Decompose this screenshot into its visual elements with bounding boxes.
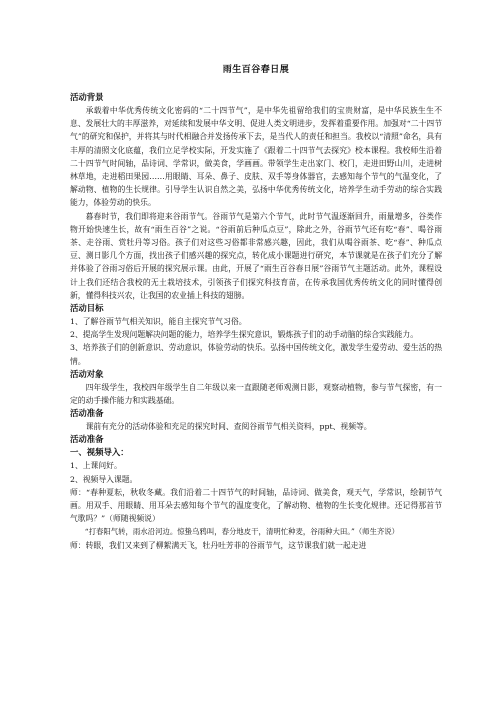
document-title: 雨生百谷春日展	[222, 65, 290, 75]
goal-item-3: 3、培养孩子们的创新意识、劳动意识，体验劳动的快乐。弘扬中国传统文化，激发学生爱劳动、爱生活的热情。	[70, 343, 442, 366]
section-heading-goals: 活动目标	[70, 303, 104, 314]
section-heading-video: 一、视频导入：	[70, 447, 129, 458]
section-heading-background: 活动背景	[70, 92, 104, 102]
step-item-2: 2、视频导入课题。	[70, 474, 138, 484]
goal-item-2: 2、提高学生发现问题解决问题的能力，培养学生探究意识，锻炼孩子们的动手动脑的综合实践能力。	[70, 330, 419, 340]
target-paragraph: 四年级学生，我校四年级学生自二年级以来一直跟随老师观测日影，观察动植物，参与节气探密，有一定的动手操作能力和实践基础。	[70, 382, 442, 406]
goal-item-1: 1、了解谷雨节气相关知识，能自主探究节气习俗。	[70, 317, 247, 327]
teacher-line-1: 师：“春种夏耘，秋收冬藏。我们沿着二十四节气的时间轴，品诗词、做美食，观天气，学常识，绘制节气画。用双手、用眼睛、用耳朵去感知每个节气的温度变化，了解动物、植物的生长变化规律。还记得那首节气歌吗？”（师随视频说）	[70, 487, 442, 524]
section-heading-target: 活动对象	[70, 368, 104, 379]
step-item-1: 1、上课问好。	[70, 461, 122, 471]
background-paragraph-2: 暮春时节，我们即将迎来谷雨节气。谷雨节气是第六个节气，此时节气温逐渐回升，雨量增多，谷类作物开始快速生长，故有“雨生百谷”之说。“谷雨前后种瓜点豆”，除此之外，谷雨节气还有吃“春”、喝谷雨茶、走谷雨、赏牡丹等习俗。孩子们对这些习俗都非常感兴趣，因此，我们从喝谷雨茶、吃“春”、种瓜点豆、测日影几个方面，找出孩子们感兴趣的探究点，转化成小课题进行研究，本节课就是在孩子们充分了解并体验了谷雨习俗后开展的探究展示课。由此，开展了“雨生百谷春日展”谷雨节气主题活动。此外，课程设计上我们还结合我校的无土栽培技术，引领孩子们探究科技育苗，在传承我国优秀传统文化的同时懂得创新，懂得科技兴农，让我国的农业插上科技的翅膀。	[70, 211, 442, 300]
section-heading-prep: 活动准备	[70, 408, 104, 419]
poem-line: “打春阳气转，雨水沿河边。惊蛰乌鸦叫，春分地皮干，清明忙种麦，谷雨种大田。”（师生齐说）	[84, 527, 400, 537]
section-heading-prep-2: 活动准备	[70, 434, 104, 445]
background-paragraph-1: 承载着中华优秀传统文化密码的“二十四节气”，是中华先祖留给我们的宝贵财富，是中华民族生生不息、发展壮大的丰厚滋养，对延续和发展中华文明、促进人类文明进步，发挥着重要作用。加强对“二十四节气”的研究和保护，并将其与时代相融合并发扬传承下去，是当代人的责任和担当。我校以“清照”命名，具有丰厚的清照文化底蕴，我们立足学校实际，开发实施了《跟着二十四节气去探究》校本课程。我校师生沿着二十四节气时间轴，品诗词、学常识，做美食，学画画。带领学生走出家门、校门，走进田野山川，走进树林草地，走进稻田果园……用眼睛、耳朵、鼻子、皮肤、双手等身体器官，去感知每个节气的气温变化，了解动物、植物的生长规律。引导学生认识自然之美，弘扬中华优秀传统文化，培养学生动手劳动的综合实践能力，体验劳动的快乐。	[70, 106, 442, 208]
teacher-line-2: 师：转眼，我们又来到了柳絮满天飞，牡丹吐芳菲的谷雨节气，这节课我们就一起走进	[70, 540, 367, 550]
prep-paragraph: 课前有充分的活动体验和充足的探究时间、查阅谷雨节气相关资料，ppt、视频等。	[85, 422, 372, 432]
